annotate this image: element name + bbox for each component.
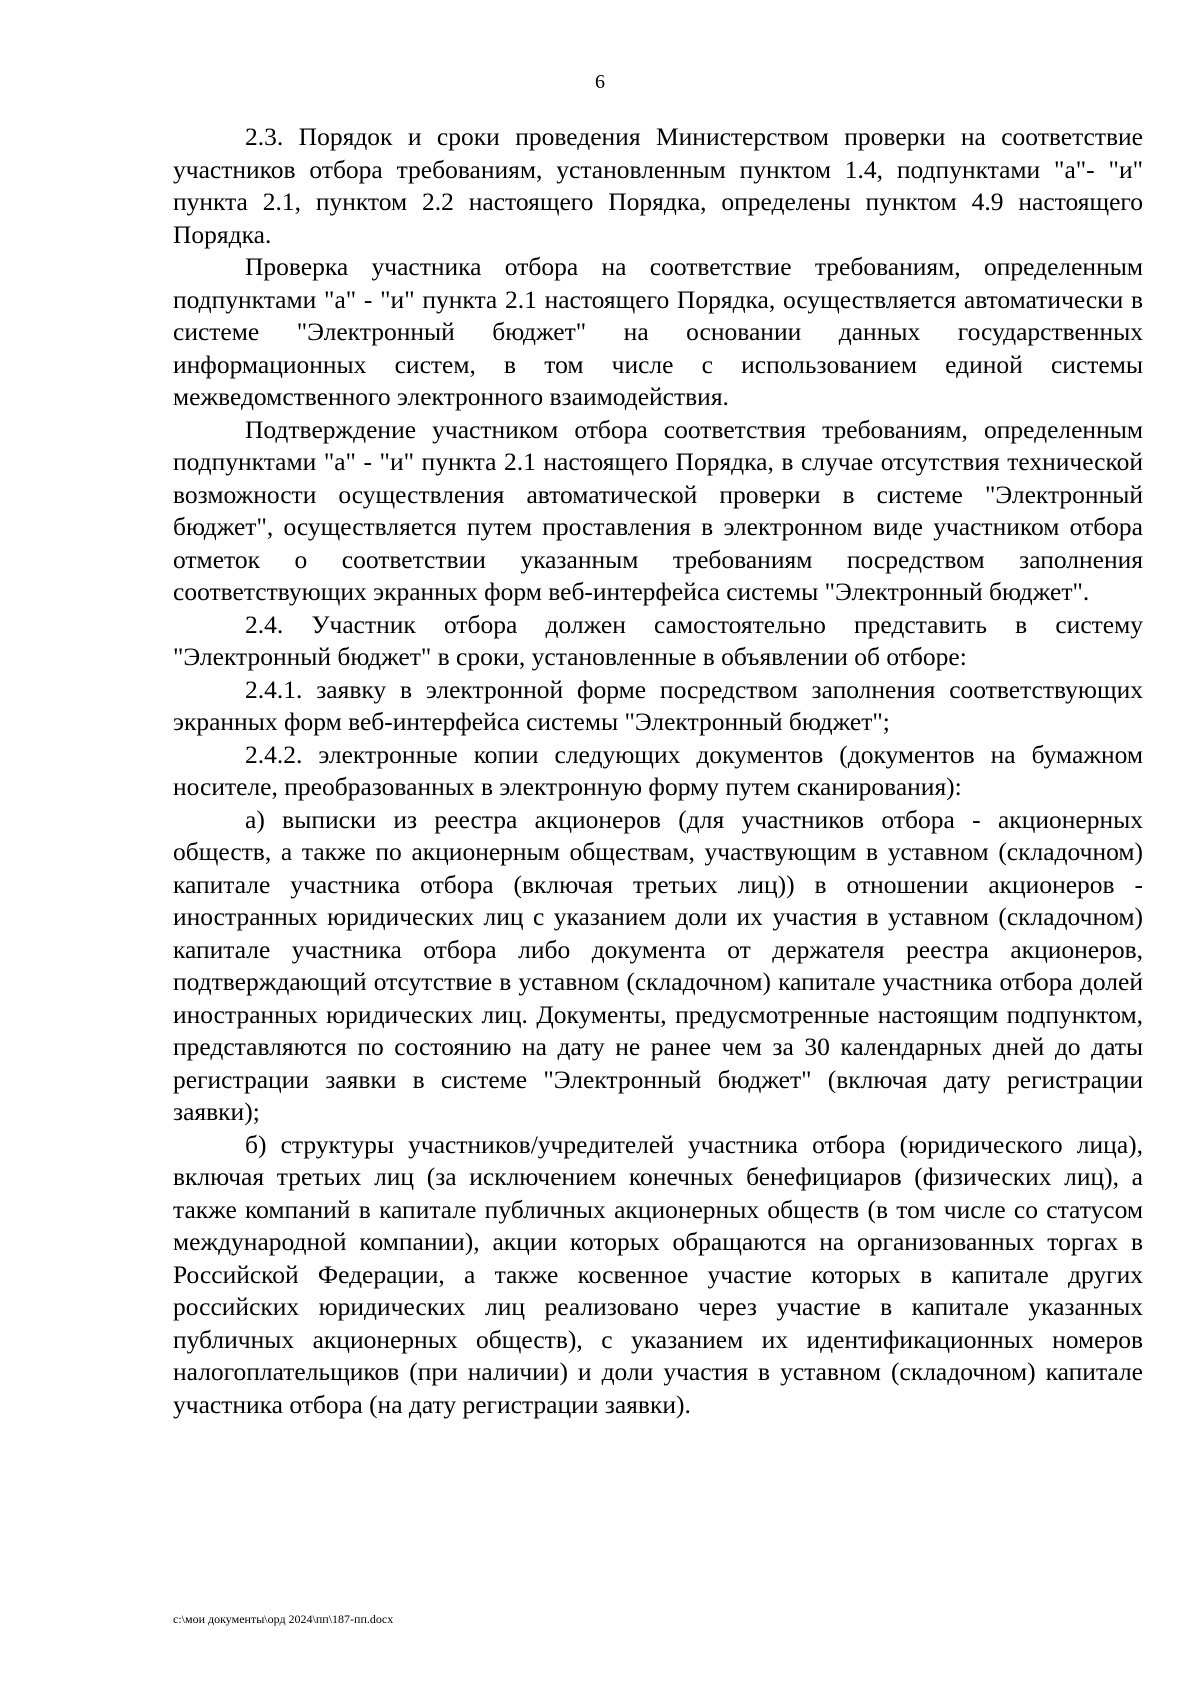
page-number: 6 [595,71,605,93]
paragraph-item-a: а) выписки из реестра акционеров (для участников отбора - акционерных обществ, а также по акционерным обществам, участвующим в уставном (складочном) капитале участника отбора (включая третьих лиц)) в отношении акционеров - иностранных юридических лиц с указанием доли их участия в уставном (складочном) капитале участника отбора либо документа от держателя реестра акционеров, подтверждающий отсутствие в уставном (складочном) капитале участника отбора долей иностранных юридических лиц. Документы, предусмотренные настоящим подпунктом, представляются по состоянию на дату не ранее чем за 30 календарных дней до даты регистрации заявки в системе "Электронный бюджет" (включая дату регистрации заявки); [173,804,1143,1126]
paragraph-confirmation: Подтверждение участником отбора соответствия требованиям, определенным подпунктами "а" - "и" пункта 2.1 настоящего Порядка, в случае отсутствия технической возможности осуществления автоматической проверки в системе "Электронный бюджет", осуществляется путем проставления в электронном виде участником отбора отметок о соответствии указанным требованиям посредством заполнения соответствующих экранных форм веб-интерфейса системы "Электронный бюджет". [173,414,1143,606]
paragraph-check-automatic: Проверка участника отбора на соответствие требованиям, определенным подпунктами "а" - "и" пункта 2.1 настоящего Порядка, осуществляется автоматически в системе "Электронный бюджет" на основании данных государственных информационных систем, в том числе с использованием единой системы межведомственного электронного взаимодействия. [173,252,1143,411]
paragraph-2-4-1: 2.4.1. заявку в электронной форме посредством заполнения соответствующих экранных форм веб-интерфейса системы "Электронный бюджет"; [173,674,1143,736]
paragraph-2-3: 2.3. Порядок и сроки проведения Министерством проверки на соответствие участников отбора требованиям, установленным пунктом 1.4, подпунктами "а"- "и" пункта 2.1, пунктом 2.2 настоящего Порядка, определены пунктом 4.9 настоящего Порядка. [173,122,1143,249]
paragraph-2-4: 2.4. Участник отбора должен самостоятельно представить в систему "Электронный бюджет" в сроки, установленные в объявлении об отборе: [173,609,1143,671]
footer-file-path: c:\мои документы\орд 2024\пп\187-пп.docx [173,1612,394,1626]
paragraph-2-4-2: 2.4.2. электронные копии следующих документов (документов на бумажном носителе, преобразованных в электронную форму путем сканирования): [173,739,1143,801]
document-body [173,121,1143,1421]
paragraph-item-b: б) структуры участников/учредителей участника отбора (юридического лица), включая третьих лиц (за исключением конечных бенефициаров (физических лиц), а также компаний в капитале публичных акционерных обществ (в том числе со статусом международной компании), акции которых обращаются на организованных торгах в Российской Федерации, а также косвенное участие которых в капитале других российских юридических лиц реализовано через участие в капитале указанных публичных акционерных обществ), с указанием их идентификационных номеров налогоплательщиков (при наличии) и доли участия в уставном (складочном) капитале участника отбора (на дату регистрации заявки). [173,1129,1143,1419]
